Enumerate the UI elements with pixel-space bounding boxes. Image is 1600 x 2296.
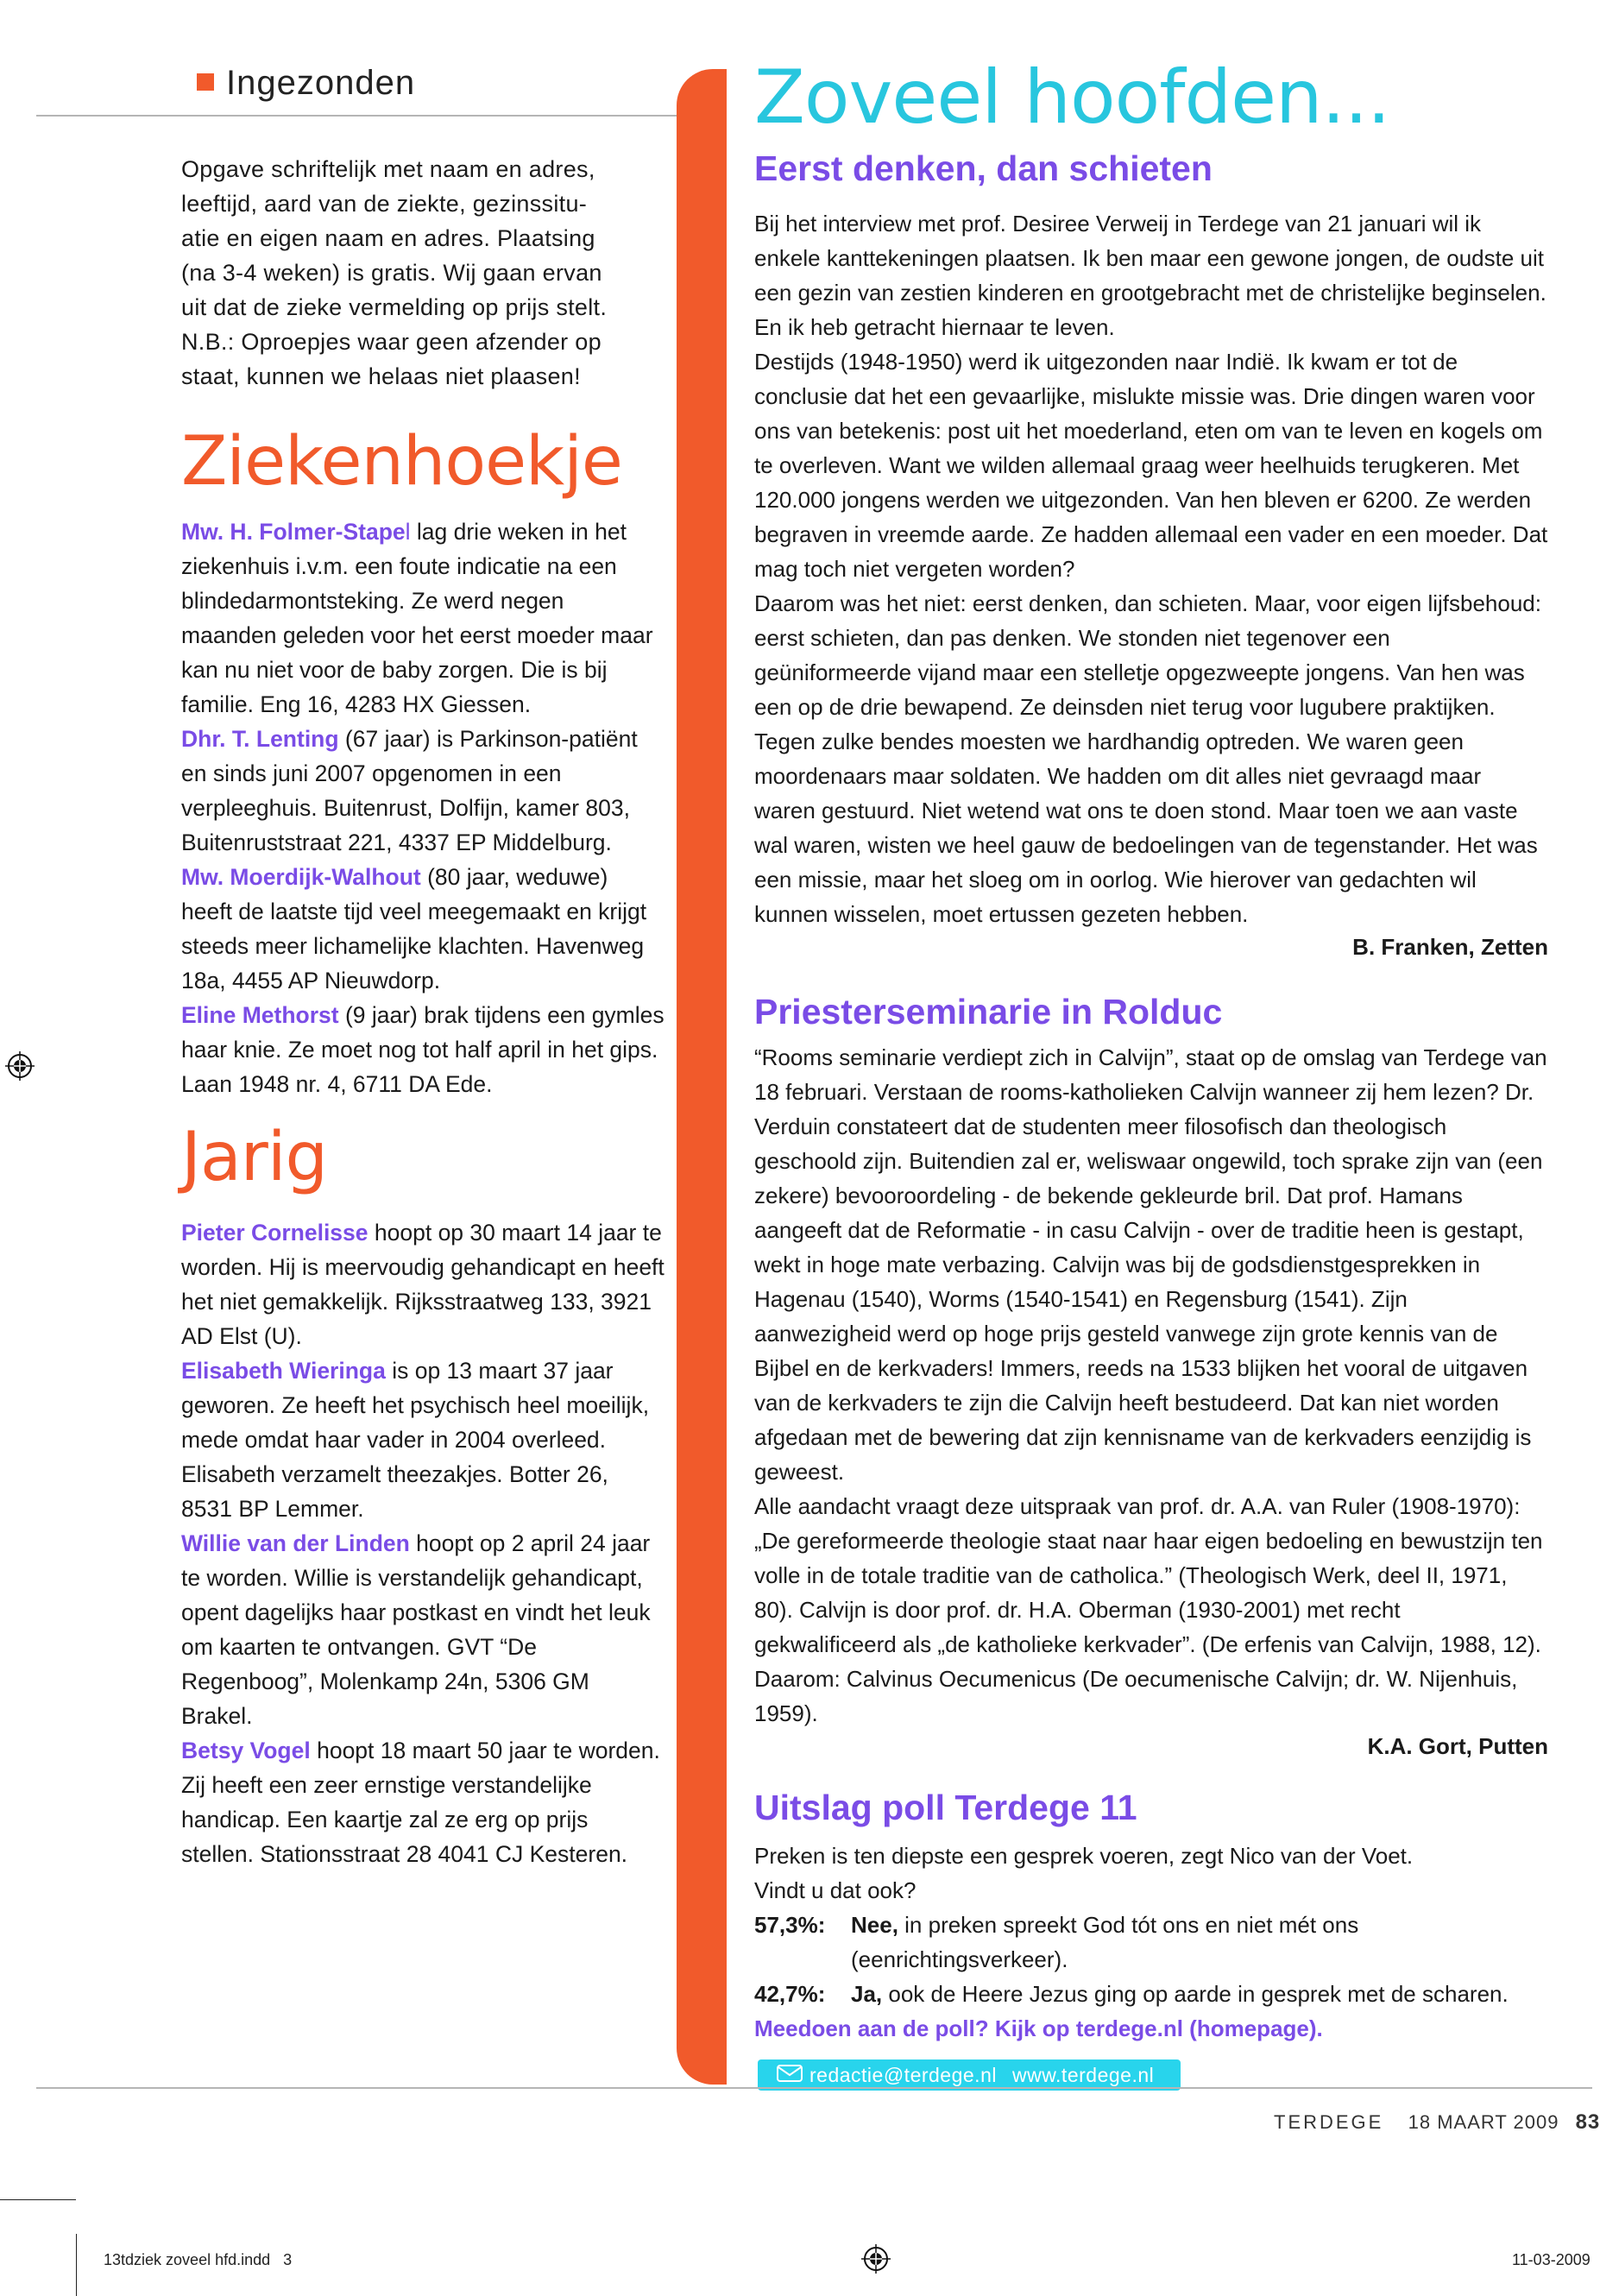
section-square-icon — [197, 73, 214, 91]
contact-email-link[interactable]: redactie@terdege.nl — [809, 2063, 997, 2086]
poll-answer-detail: ook de Heere Jezus ging op aarde in gesprek met de scharen. — [882, 1980, 1509, 2007]
poll-section — [754, 1786, 1548, 2046]
crop-mark — [0, 2199, 76, 2200]
intro-line: atie en eigen naam en adres. Plaatsing — [181, 225, 595, 251]
poll-question: Vindt u dat ook? — [754, 1877, 917, 1903]
intro-line: leeftijd, aard van de ziekte, gezinssitu- — [181, 191, 588, 217]
poll-answer-text — [851, 1908, 1358, 1977]
list-item — [181, 514, 665, 722]
letter-paragraph: Daarom was het niet: eerst denken, dan schieten. Maar, voor eigen lijfsbehoud: eerst schieten, dan pas denken. We stonden niet tegenover een geüniformeerde vijand maar een stelletje opgezweepte jongens. Van hen was een op de drie bewapend. Ze deinsden niet terug voor lugubere praktijken. Tegen zulke bendes moesten we hardhandig optreden. We waren geen moordenaars maar soldaten. We hadden om dit alles niet gevraagd maar waren gestuurd. Niet wetend wat ons te doen stond. Maar toen we aan vaste wal waren, wisten we heel gauw de bedoelingen van de tegenstander. Het was een missie, maar het sloeg om in oorlog. Wie hierover van gedachten wil kunnen wisselen, moet ertussen gezeten hebben. — [754, 590, 1541, 928]
entry-text: (9 jaar) brak tijdens een gymles haar knie. Ze moet nog tot half april in het gips. Laan 1948 nr. 4, 6711 DA Ede. — [181, 1002, 665, 1097]
entry-text: lag drie weken in het ziekenhuis i.v.m. een foute indicatie na een blindedarmontsteking. Ze werd negen maanden geleden voor het eerst moeder maar kan nu niet voor de baby zorgen. Die is bij familie. Eng 16, 4283 HX Giessen. — [181, 519, 653, 717]
ziekenhoekje-title: Ziekenhoekje — [181, 423, 622, 501]
magazine-name: TERDEGE — [1274, 2111, 1384, 2133]
right-column — [754, 54, 1548, 2046]
contact-web-link[interactable]: www.terdege.nl — [1011, 2063, 1155, 2086]
list-item — [181, 722, 665, 860]
list-item — [181, 1353, 665, 1526]
list-item — [181, 1733, 665, 1871]
poll-percentage: 42,7%: — [754, 1980, 826, 2007]
registration-mark-icon — [5, 1051, 35, 1081]
list-item — [181, 860, 665, 998]
letter-signature: K.A. Gort, Putten — [1367, 1732, 1548, 1759]
registration-mark-icon — [861, 2244, 891, 2274]
entry-text: is op 13 maart 37 jaar geworen. Ze heeft het psychisch heel moeilijk, mede omdat haar vader in 2004 overleed. Elisabeth verzamelt theezakjes. Botter 26, 8531 BP Lemmer. — [181, 1358, 650, 1522]
letter-heading: Priesterseminarie in Rolduc — [754, 992, 1223, 1032]
section-label: Ingezonden — [226, 64, 416, 102]
issue-date: 18 MAART 2009 — [1408, 2111, 1559, 2133]
letter-paragraph: Bij het interview met prof. Desiree Verweij in Terdege van 21 januari wil ik enkele kanttekeningen plaatsen. Ik ben maar een gewone jongen, de oudste uit een gezin van zestien kinderen en grootgebracht met de christelijke beginselen. En ik heb getracht hiernaar te leven. — [754, 211, 1546, 341]
list-item — [181, 1526, 665, 1733]
poll-cta-link[interactable]: Meedoen aan de poll? Kijk op terdege.nl (homepage). — [754, 2015, 1323, 2041]
entry-text: hoopt op 30 maart 14 jaar te worden. Hij is meervoudig gehandicapt en heeft het niet gemakkelijk. Rijksstraatweg 133, 3921 AD Elst (U). — [181, 1220, 665, 1349]
intro-line: staat, kunnen we helaas niet plaasen! — [181, 363, 581, 389]
ziekenhoekje-list — [181, 514, 665, 1101]
slug-date: 11-03-2009 — [1512, 2251, 1591, 2268]
intro-text — [181, 152, 665, 394]
jarig-title: Jarig — [181, 1119, 328, 1196]
letter-signature: B. Franken, Zetten — [1352, 934, 1548, 961]
person-name-tail: l — [405, 519, 411, 545]
letter-heading: Eerst denken, dan schieten — [754, 148, 1213, 188]
entry-text: (67 jaar) is Parkinson-patiënt en sinds juni 2007 opgenomen in een verpleeghuis. Buitenrust, Dolfijn, kamer 803, Buitenruststraat 221, 4337 EP Middelburg. — [181, 726, 638, 855]
poll-result — [754, 1908, 1548, 1977]
poll-answer: Ja, — [851, 1980, 883, 2007]
letter-priesterseminarie — [754, 990, 1548, 1763]
list-item — [181, 998, 665, 1101]
left-column — [181, 152, 665, 1871]
person-name: Eline Methorst — [181, 1002, 339, 1028]
page-number: 83 — [1575, 2110, 1600, 2134]
intro-line: (na 3-4 weken) is gratis. Wij gaan ervan — [181, 260, 602, 286]
letter-paragraph: Alle aandacht vraagt deze uitspraak van prof. dr. A.A. van Ruler (1908-1970): „De gereformeerde theologie staat naar haar eigen bedoeling en bewustzijn ten volle in de totale traditie van de catholica.” (Theologisch Werk, deel II, 1971, 80). Calvijn is door prof. dr. H.A. Oberman (1930-2001) met recht gekwalificeerd als „de katholieke kerkvader”. (De erfenis van Calvijn, 1988, 12). Daarom: Calvinus Oecumenicus (De oecumenische Calvijn; dr. W. Nijenhuis, 1959). — [754, 1492, 1543, 1726]
entry-text: (80 jaar, weduwe) heeft de laatste tijd veel meegemaakt en krijgt steeds meer lichamelijke klachten. Havenweg 18a, 4455 AP Nieuwdorp. — [181, 864, 647, 993]
poll-question: Preken is ten diepste een gesprek voeren, zegt Nico van der Voet. — [754, 1842, 1414, 1869]
poll-answer-detail: in preken spreekt God tót ons en niet mét ons — [898, 1911, 1359, 1938]
list-item — [181, 1215, 665, 1353]
person-name: Mw. H. Folmer-Stape — [181, 519, 406, 545]
bottom-divider — [36, 2087, 1592, 2089]
intro-line: Opgave schriftelijk met naam en adres, — [181, 156, 595, 182]
section-heading — [197, 64, 415, 103]
crop-mark — [76, 2234, 77, 2296]
person-name: Pieter Cornelisse — [181, 1220, 369, 1246]
poll-heading: Uitslag poll Terdege 11 — [754, 1787, 1137, 1827]
person-name: Betsy Vogel — [181, 1738, 311, 1763]
mail-icon — [777, 2064, 803, 2087]
poll-answer-text — [851, 1977, 1509, 2011]
person-name: Willie van der Linden — [181, 1530, 410, 1556]
letter-eerst-denken — [754, 147, 1548, 964]
slug-filename: 13tdziek zoveel hfd.indd 3 — [104, 2251, 293, 2268]
person-name: Elisabeth Wieringa — [181, 1358, 386, 1384]
intro-line: uit dat de zieke vermelding op prijs stelt. — [181, 294, 608, 320]
entry-text: hoopt op 2 april 24 jaar te worden. Willie is verstandelijk gehandicapt, opent dagelijks haar postkast en vindt het leuk om kaarten te ontvangen. GVT “De Regenboog”, Molenkamp 24n, 5306 GM Brakel. — [181, 1530, 651, 1729]
entry-text: hoopt 18 maart 50 jaar te worden. Zij heeft een zeer ernstige verstandelijke handicap. Een kaartje zal ze erg op prijs stellen. Stationsstraat 28 4041 CJ Kesteren. — [181, 1738, 660, 1867]
person-name: Dhr. T. Lenting — [181, 726, 339, 752]
jarig-list — [181, 1215, 665, 1871]
poll-result — [754, 1977, 1548, 2011]
page-title: Zoveel hoofden... — [754, 54, 1390, 141]
orange-side-bar — [677, 69, 727, 2085]
poll-percentage: 57,3%: — [754, 1911, 826, 1938]
letter-paragraph: Destijds (1948-1950) werd ik uitgezonden naar Indië. Ik kwam er tot de conclusie dat het een gevaarlijke, mislukte missie was. Drie dingen waren voor ons van betekenis: post uit het moederland, eten om van te leven en kogels om te overleven. Want we wilden allemaal graag weer heelhuids terugkeren. Met 120.000 jongens werden we uitgezonden. Van hen bleven er 6200. Ze werden begraven in vreemde aarde. Ze hadden allemaal een vader en een moeder. Dat mag toch niet vergeten worden? — [754, 349, 1548, 583]
poll-answer-detail-2: (eenrichtingsverkeer). — [851, 1946, 1068, 1972]
contact-bar — [758, 2059, 1181, 2091]
person-name: Mw. Moerdijk-Walhout — [181, 864, 421, 890]
top-divider — [36, 115, 685, 117]
letter-paragraph: “Rooms seminarie verdiept zich in Calvijn”, staat op de omslag van Terdege van 18 februari. Verstaan de rooms-katholieken Calvijn wanneer zij hem lezen? Dr. Verduin constateert dat de studenten meer filosofisch dan theologisch geschoold zijn. Buitendien zal er, weliswaar ongewild, toch sprake zijn van (een zekere) bevooroordeling - de bekende gekleurde bril. Dat prof. Hamans aangeeft dat de Reformatie - in casu Calvijn - over de traditie heen is gestapt, wekt in hoge mate verbazing. Calvijn was bij de godsdienstgesprekken in Hagenau (1540), Worms (1540-1541) en Regensburg (1541). Zijn aanwezigheid werd op hoge prijs gesteld vanwege zijn grote kennis van de Bijbel en de kerkvaders! Immers, reeds na 1533 blijken het vooral de uitgaven van de kerkvaders te zijn die Calvijn heeft bestudeerd. Dat kan niet worden afgedaan met de bewering dat zijn kennisname van de kerkvaders eenzijdig is geweest. — [754, 1044, 1547, 1485]
intro-line: N.B.: Oproepjes waar geen afzender op — [181, 329, 602, 355]
poll-answer: Nee, — [851, 1911, 898, 1938]
page-footer — [1274, 2110, 1600, 2135]
